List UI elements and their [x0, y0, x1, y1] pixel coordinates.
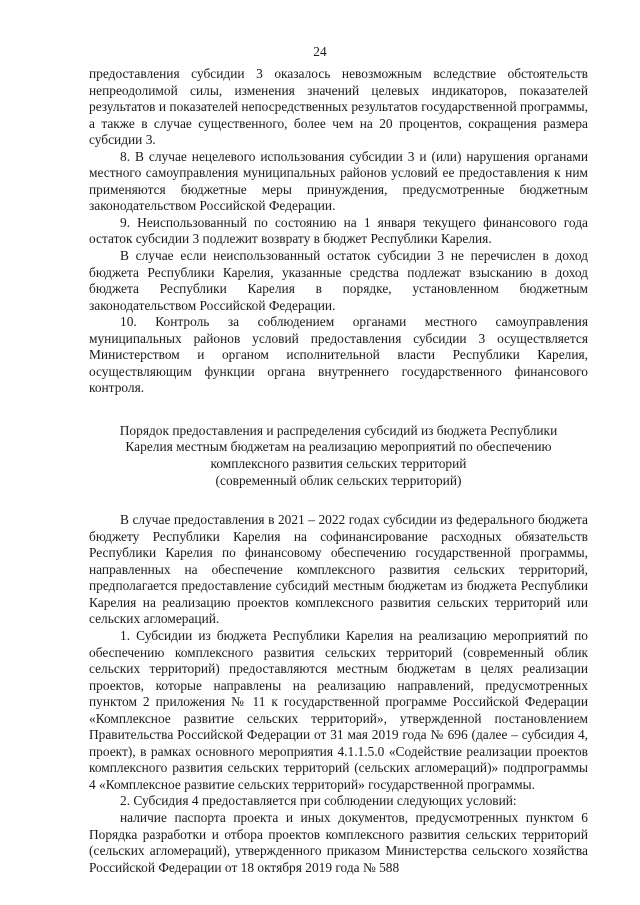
section-title-line: комплексного развития сельских территорий: [210, 456, 467, 472]
paragraph-continuation: предоставления субсидии 3 оказалось невозможным вследствие обстоятельств непреодолимой силы, изменения значений целевых индикаторов, показателей результатов и показателей непосредственных результатов государственной программы, а также в случае существенного, более чем на 20 процентов, сокращения размера субсидии 3.: [89, 66, 588, 148]
paragraph-9: 9. Неиспользованный по состоянию на 1 января текущего финансового года остаток субсидии 3 подлежит возврату в бюджет Республики Карелия.: [89, 214, 588, 247]
paragraph-intro: В случае предоставления в 2021 – 2022 годах субсидии из федерального бюджета бюджету Республики Карелия на софинансирование расходных обязательств Республики Карелия по финансовому обеспечению государственной программы, направленных на обеспечение комплексного развития сельских территорий, предполагается предоставление субсидий местным бюджетам из бюджета Республики Карелия на реализацию проектов комплексного развития сельских территорий или сельских агломераций.: [89, 512, 588, 627]
paragraph-1: 1. Субсидии из бюджета Республики Карелия на реализацию мероприятий по обеспечению комплексного развития сельских территорий (современный облик сельских территорий) предоставляются местным бюджетам в целях реализации проектов, которые направлены на реализацию направлений, предусмотренных пунктом 2 приложения № 11 к государственной программе Российской Федерации «Комплексное развитие сельских территорий», утвержденной постановлением Правительства Российской Федерации от 31 мая 2019 года № 696 (далее – субсидия 4, проект), в рамках основного мероприятия 4.1.1.5.0 «Содействие реализации проектов комплексного развития сельских территорий (сельских агломераций)» подпрограммы 4 «Комплексное развитие сельских территорий» государственной программы.: [89, 627, 588, 792]
paragraph-2-condition: наличие паспорта проекта и иных документов, предусмотренных пунктом 6 Порядка разработки и отбора проектов комплексного развития сельских территорий (сельских агломераций), утвержденного приказом Министерства сельского хозяйства Российской Федерации от 18 октября 2019 года № 588: [89, 809, 588, 875]
section-title-line: Карелия местным бюджетам на реализацию мероприятий по обеспечению: [125, 439, 552, 455]
section-title-line: Порядок предоставления и распределения субсидий из бюджета Республики: [119, 422, 558, 438]
paragraph-8: 8. В случае нецелевого использования субсидии 3 и (или) нарушения органами местного самоуправления муниципальных районов условий ее предоставления к ним применяются бюджетные меры принуждения, предусмотренные бюджетным законодательством Российской Федерации.: [89, 148, 588, 214]
paragraph-2: 2. Субсидия 4 предоставляется при соблюдении следующих условий:: [120, 793, 517, 809]
paragraph-9-continued: В случае если неиспользованный остаток субсидии 3 не перечислен в доход бюджета Республики Карелия, указанные средства подлежат взысканию в доход бюджета Республики Карелия в порядке, установленном бюджетным законодательством Российской Федерации.: [89, 248, 588, 313]
section-title: [89, 423, 588, 489]
section-title-subtitle: (современный облик сельских территорий): [215, 472, 462, 488]
document-body: [89, 66, 588, 876]
page-number: 24: [313, 44, 327, 59]
paragraph-10: 10. Контроль за соблюдением органами местного самоуправления муниципальных районов условий предоставления субсидии 3 осуществляется Министерством и органом исполнительной власти Республики Карелия, осуществляющим функции органа внутреннего государственного финансового контроля.: [89, 314, 588, 396]
